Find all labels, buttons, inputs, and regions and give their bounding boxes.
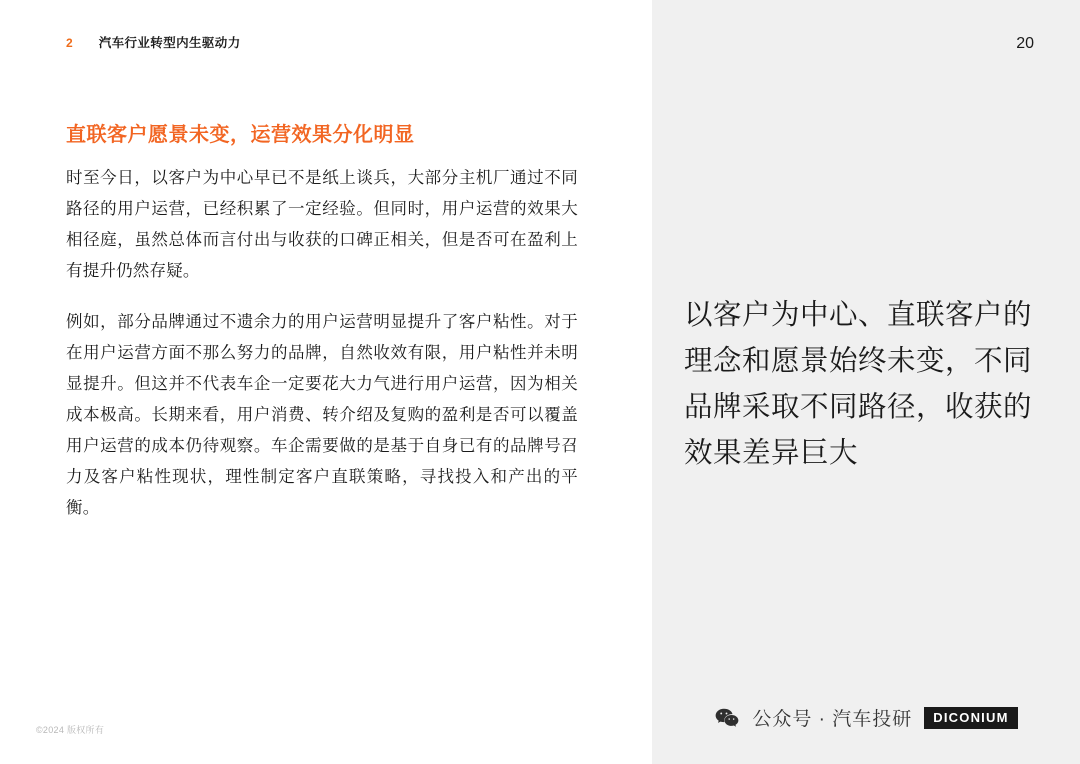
right-panel xyxy=(652,0,1080,764)
section-heading: 直联客户愿景未变，运营效果分化明显 xyxy=(66,124,415,146)
body-paragraph-1: 时至今日，以客户为中心早已不是纸上谈兵，大部分主机厂通过不同路径的用户运营，已经积累了一定经验。但同时，用户运营的效果大相径庭，虽然总体而言付出与收获的口碑正相关，但是否可在盈利上有提升仍然存疑。 xyxy=(66,169,578,280)
chapter-number: 2 xyxy=(66,36,73,50)
footer-copyright: ©2024 版权所有 xyxy=(36,725,105,735)
footer-wechat-row xyxy=(652,704,1080,731)
running-header xyxy=(66,33,241,51)
page-number: 20 xyxy=(1016,35,1034,52)
body-paragraph-2: 例如，部分品牌通过不遗余力的用户运营明显提升了客户粘性。对于在用户运营方面不那么努力的品牌，自然收效有限，用户粘性并未明显提升。但这并不代表车企一定要花大力气进行用户运营，因为相关成本极高。长期来看，用户消费、转介绍及复购的盈利是否可以覆盖用户运营的成本仍待观察。车企需要做的是基于自身已有的品牌号召力及客户粘性现状，理性制定客户直联策略，寻找投入和产出的平衡。 xyxy=(66,313,578,517)
wechat-label: 公众号 · 汽车投研 xyxy=(752,709,913,730)
chapter-title: 汽车行业转型内生驱动力 xyxy=(98,36,241,50)
brand-badge: DICONIUM xyxy=(924,707,1017,729)
wechat-icon xyxy=(714,705,740,731)
pull-quote: 以客户为中心、直联客户的理念和愿景始终未变，不同品牌采取不同路径，收获的效果差异巨大 xyxy=(684,299,1033,469)
